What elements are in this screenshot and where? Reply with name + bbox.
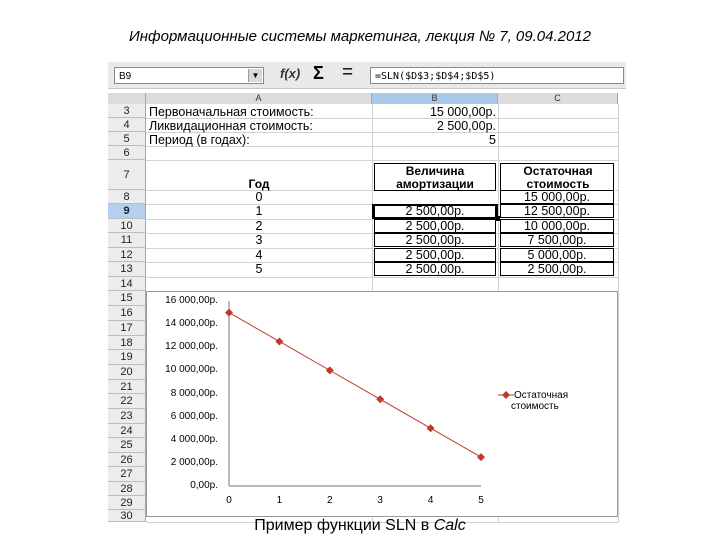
data-point: [326, 366, 334, 374]
chart-legend: [498, 390, 568, 412]
row-header[interactable]: 29: [108, 496, 146, 510]
header-depreciation-line1: Величина: [405, 164, 465, 178]
y-tick-label: 0,00р.: [190, 480, 218, 491]
row-header[interactable]: 11: [108, 233, 146, 248]
depreciation-cell[interactable]: 2 500,00р.: [374, 233, 496, 247]
caption-text: Пример функции SLN в: [254, 517, 434, 534]
row-header[interactable]: 4: [108, 118, 146, 132]
row-header[interactable]: 7: [108, 160, 146, 190]
row-header[interactable]: 17: [108, 321, 146, 336]
depreciation-cell[interactable]: 2 500,00р.: [374, 219, 496, 233]
row-header[interactable]: 28: [108, 482, 146, 496]
row-header[interactable]: 8: [108, 190, 146, 204]
row-header[interactable]: 14: [108, 277, 146, 291]
y-tick-label: 10 000,00р.: [165, 364, 218, 376]
legend-label-line1: Остаточная: [514, 390, 569, 401]
row-header[interactable]: 9: [108, 204, 146, 219]
row-header[interactable]: 30: [108, 510, 146, 522]
row-header[interactable]: 18: [108, 336, 146, 350]
column-header-b[interactable]: B: [372, 93, 498, 104]
y-tick-label: 8 000,00р.: [170, 387, 218, 399]
row-header[interactable]: 5: [108, 132, 146, 146]
residual-cell[interactable]: 12 500,00р.: [500, 204, 614, 218]
x-tick-label: 4: [427, 495, 434, 506]
year-cell[interactable]: 2: [255, 219, 263, 233]
depreciation-cell[interactable]: 2 500,00р.: [374, 204, 496, 218]
y-tick-label: 2 000,00р.: [170, 456, 218, 468]
row-header[interactable]: 26: [108, 453, 146, 467]
year-cell[interactable]: 0: [255, 190, 263, 204]
x-tick-label: 5: [478, 495, 484, 506]
legend-label-line2: стоимость: [511, 401, 559, 412]
year-cell[interactable]: 5: [255, 262, 263, 276]
x-tick-label: 1: [276, 495, 283, 506]
residual-cell[interactable]: 5 000,00р.: [500, 248, 614, 262]
name-box-value: B9: [119, 71, 132, 82]
param-value-salvage[interactable]: 2 500,00р.: [436, 119, 496, 133]
y-tick-label: 6 000,00р.: [170, 410, 218, 422]
row-header[interactable]: 27: [108, 467, 146, 482]
year-cell[interactable]: 4: [255, 248, 263, 262]
depreciation-cell[interactable]: 2 500,00р.: [374, 248, 496, 262]
residual-cell[interactable]: 2 500,00р.: [500, 262, 614, 276]
row-header[interactable]: 12: [108, 248, 146, 262]
data-point: [477, 453, 485, 461]
row-header[interactable]: 24: [108, 424, 146, 438]
row-header[interactable]: 3: [108, 104, 146, 118]
residual-cell[interactable]: 7 500,00р.: [500, 233, 614, 247]
y-tick-label: 16 000,00р.: [165, 295, 218, 306]
chevron-down-icon[interactable]: ▼: [248, 69, 262, 82]
row-header[interactable]: 25: [108, 438, 146, 453]
year-cell[interactable]: 3: [255, 233, 263, 247]
x-tick-label: 0: [226, 495, 232, 506]
row-header[interactable]: 16: [108, 306, 146, 321]
data-point: [376, 395, 384, 403]
data-point: [225, 309, 233, 317]
residual-cell[interactable]: 10 000,00р.: [500, 219, 614, 233]
slide-header: Информационные системы маркетинга, лекция № 7, 09.04.2012: [128, 28, 591, 45]
depreciation-cell[interactable]: 2 500,00р.: [374, 262, 496, 276]
header-residual-line1: Остаточная: [523, 164, 593, 178]
header-depreciation-line2: амортизации: [396, 177, 474, 191]
row-header[interactable]: 13: [108, 262, 146, 277]
param-label-salvage[interactable]: Ликвидационная стоимость:: [149, 119, 313, 133]
param-value-period[interactable]: 5: [489, 133, 496, 147]
row-header[interactable]: 22: [108, 394, 146, 409]
year-cell[interactable]: 1: [255, 204, 263, 218]
param-value-initial[interactable]: 15 000,00р.: [429, 105, 496, 119]
row-header[interactable]: 19: [108, 350, 146, 365]
header-year[interactable]: Год: [248, 177, 270, 191]
y-tick-label: 12 000,00р.: [165, 341, 218, 353]
slide-caption: [200, 517, 520, 535]
data-point: [427, 424, 435, 432]
param-label-initial[interactable]: Первоначальная стоимость:: [149, 105, 314, 119]
param-label-period[interactable]: Период (в годах):: [149, 133, 250, 147]
row-header[interactable]: 21: [108, 380, 146, 394]
x-tick-label: 2: [327, 495, 333, 506]
residual-cell[interactable]: 15 000,00р.: [500, 190, 614, 204]
row-header[interactable]: 6: [108, 146, 146, 160]
series-line: [229, 313, 481, 458]
formula-equals-button[interactable]: =: [342, 62, 354, 83]
header-residual-line2: стоимость: [526, 177, 590, 191]
y-tick-label: 14 000,00р.: [165, 318, 218, 330]
row-header[interactable]: 23: [108, 409, 146, 424]
x-tick-label: 3: [377, 495, 383, 506]
function-wizard-button[interactable]: f(x): [280, 66, 301, 81]
row-header[interactable]: 20: [108, 365, 146, 380]
caption-app-name: Calc: [433, 517, 466, 534]
formula-input[interactable]: =SLN($D$3;$D$4;$D$5): [370, 67, 624, 84]
column-header-a[interactable]: A: [146, 93, 372, 104]
data-point: [275, 337, 283, 345]
y-tick-label: 4 000,00р.: [170, 433, 218, 445]
column-header-c[interactable]: C: [498, 93, 618, 104]
row-header[interactable]: 10: [108, 219, 146, 233]
row-header[interactable]: 15: [108, 291, 146, 306]
legend-marker-icon: [498, 391, 514, 399]
sum-button[interactable]: Σ: [313, 63, 324, 83]
